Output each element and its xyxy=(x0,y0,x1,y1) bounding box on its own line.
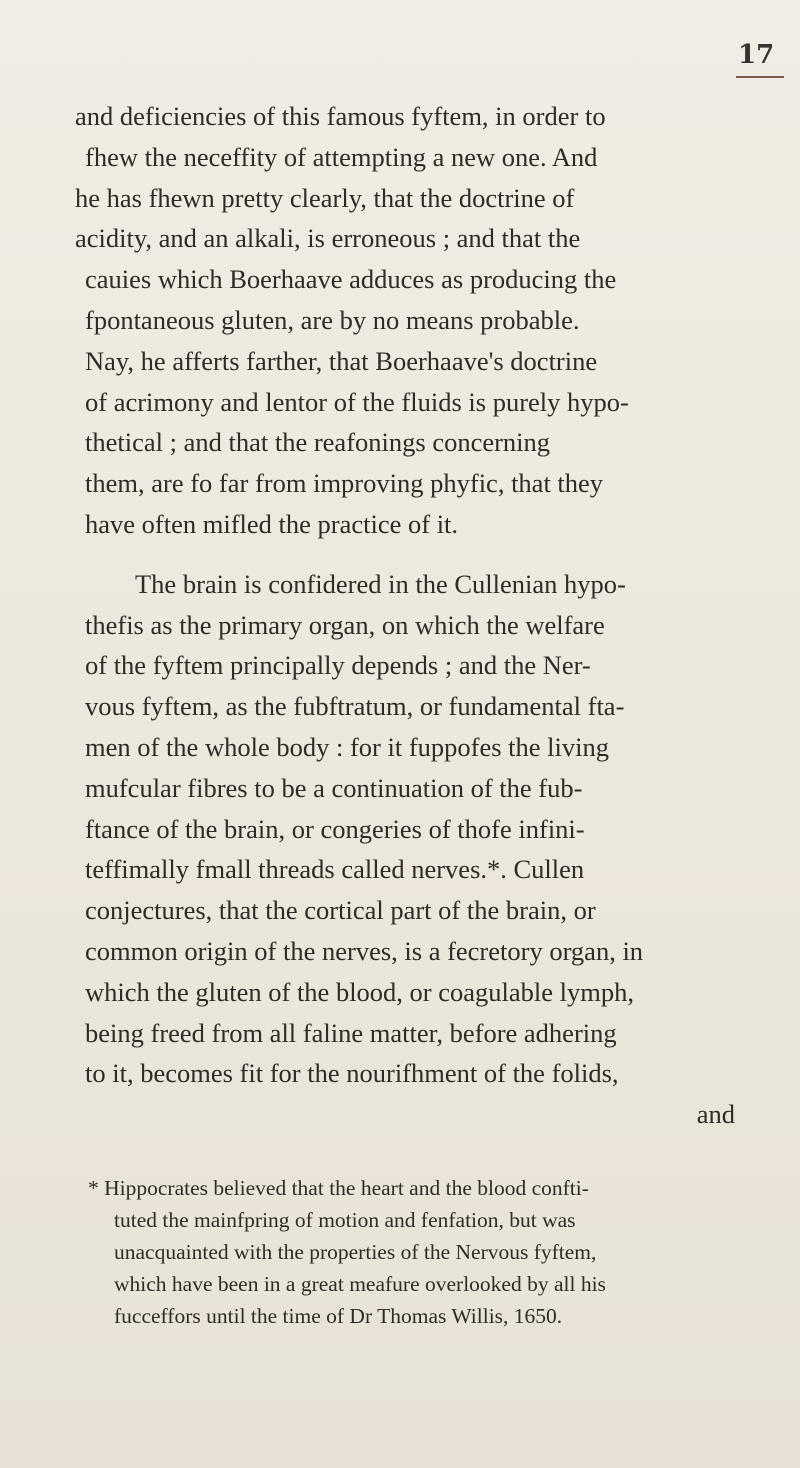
footnote-line: which have been in a great meafure overlooked by all his xyxy=(114,1272,606,1296)
text-line: common origin of the nerves, is a fecretory organ, in xyxy=(85,935,644,966)
text-line: men of the whole body : for it fuppofes the living xyxy=(85,731,610,762)
footnote-line: * Hippocrates believed that the heart and the blood confti- xyxy=(88,1176,589,1200)
text-line: being freed from all faline matter, before adhering xyxy=(85,1017,617,1048)
text-line: acidity, and an alkali, is erroneous ; and that the xyxy=(75,223,581,254)
text-line: fpontaneous gluten, are by no means probable. xyxy=(85,304,580,335)
footnote-line: tuted the mainfpring of motion and fenfation, but was xyxy=(114,1208,576,1232)
text-line: conjectures, that the cortical part of the brain, or xyxy=(85,895,596,926)
text-line: thetical ; and that the reafonings concerning xyxy=(85,427,551,458)
text-line: them, are fo far from improving phyfic, that they xyxy=(85,468,604,499)
text-line: have often mifled the practice of it. xyxy=(85,508,459,539)
paragraph-gap xyxy=(75,545,775,564)
text-line: mufcular fibres to be a continuation of the fub- xyxy=(85,772,583,803)
header-rule xyxy=(736,76,784,78)
page-number: 17 xyxy=(738,40,775,70)
text-line: which the gluten of the blood, or coagulable lymph, xyxy=(85,976,635,1007)
text-line: and deficiencies of this famous fyftem, in order to xyxy=(75,101,606,131)
text-line: he has fhewn pretty clearly, that the doctrine of xyxy=(75,182,575,213)
text-line: thefis as the primary organ, on which the welfare xyxy=(85,609,605,640)
text-line: teffimally fmall threads called nerves.*. Cullen xyxy=(85,854,585,885)
text-line: of the fyftem principally depends ; and the Ner- xyxy=(85,650,591,681)
text-line: cauies which Boerhaave adduces as producing the xyxy=(85,264,617,295)
text-line: The brain is confidered in the Cullenian hypo- xyxy=(135,568,626,599)
footnote-line: unacquainted with the properties of the Nervous fyftem, xyxy=(114,1240,597,1264)
text-line: of acrimony and lentor of the fluids is purely hypo- xyxy=(85,386,629,417)
footnote-line: fucceffors until the time of Dr Thomas Willis, 1650. xyxy=(114,1304,563,1328)
text-line: Nay, he afferts farther, that Boerhaave's doctrine xyxy=(85,345,598,376)
text-line: fhew the neceffity of attempting a new one. And xyxy=(85,141,598,172)
body-text xyxy=(75,96,775,1135)
text-line: to it, becomes fit for the nourifhment of the folids, xyxy=(85,1058,619,1089)
text-line: vous fyftem, as the fubftratum, or fundamental fta- xyxy=(85,691,625,722)
text-line: ftance of the brain, or congeries of thofe infini- xyxy=(85,813,585,844)
footnote xyxy=(88,1172,778,1332)
catchword: and xyxy=(696,1099,735,1130)
